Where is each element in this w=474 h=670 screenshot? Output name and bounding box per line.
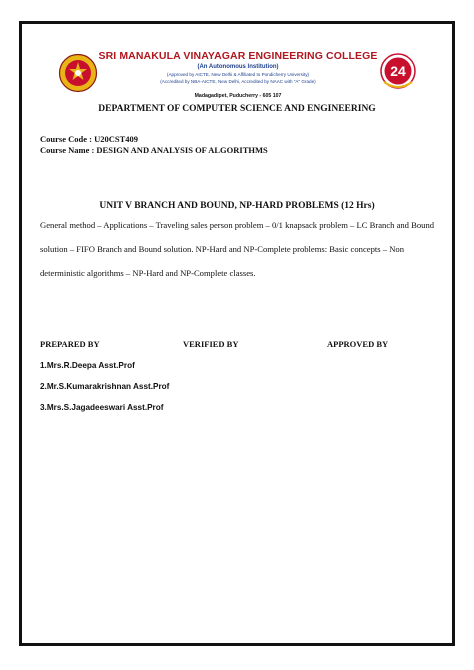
anniversary-24-badge-icon — [378, 52, 418, 92]
unit-title: UNIT V BRANCH AND BOUND, NP-HARD PROBLEMS (12 Hrs) — [99, 201, 375, 211]
prepared-by-label: PREPARED BY — [40, 339, 100, 349]
unit-syllabus: General method – Applications – Traveling sales person problem – 0/1 knapsack problem – LC Branch and Bound solution – FIFO Branch and Bound solution. NP-Hard and NP-Complete problems: Basic concepts – Non deterministic algorithms – NP-Hard and NP-Complete classes. — [40, 220, 435, 278]
verified-by-label: VERIFIED BY — [183, 339, 239, 349]
course-code: Course Code : U20CST409 — [40, 134, 138, 144]
college-address: Madagadipet, Puducherry - 605 107 — [194, 93, 282, 99]
autonomous-status: (An Autonomous Institution) — [197, 64, 279, 70]
approval-text: (Approved by AICTE, New Delhi & Affiliated to Pondicherry University) — [166, 72, 310, 77]
course-name: Course Name : DESIGN AND ANALYSIS OF ALGORITHMS — [40, 145, 268, 155]
staff-item: 3.Mrs.S.Jagadeeswari Asst.Prof — [40, 403, 164, 412]
department-title: DEPARTMENT OF COMPUTER SCIENCE AND ENGINEERING — [98, 104, 376, 114]
staff-item: 2.Mr.S.Kumarakrishnan Asst.Prof — [40, 382, 170, 391]
accreditation-text: (Accredited by NBA-AICTE, New Delhi, Accredited by NAAC with "A" Grade) — [160, 79, 316, 84]
badge-number: 24 — [390, 63, 406, 79]
staff-item: 1.Mrs.R.Deepa Asst.Prof — [40, 361, 135, 370]
approved-by-label: APPROVED BY — [327, 339, 389, 349]
college-name: SRI MANAKULA VINAYAGAR ENGINEERING COLLEGE — [98, 50, 378, 62]
college-emblem-icon — [58, 53, 98, 93]
